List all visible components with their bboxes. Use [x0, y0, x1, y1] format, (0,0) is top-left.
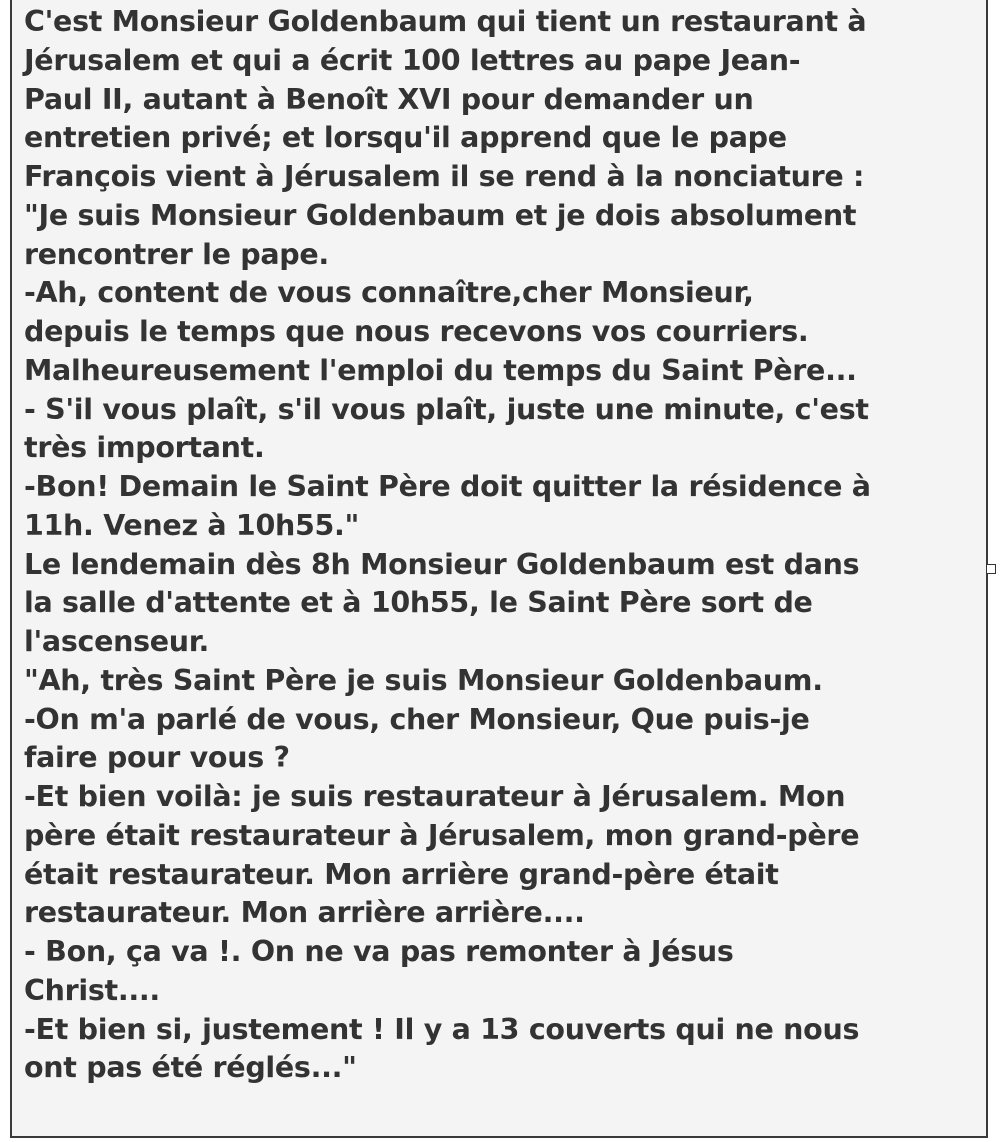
text-line: était restaurateur. Mon arrière grand-père était [24, 857, 779, 891]
text-line: Le lendemain dès 8h Monsieur Goldenbaum est dans [24, 547, 860, 581]
text-line: 11h. Venez à 10h55." [24, 508, 360, 542]
text-line: Paul II, autant à Benoît XVI pour demander un [24, 82, 754, 116]
text-line: la salle d'attente et à 10h55, le Saint Père sort de [24, 586, 813, 620]
text-line: ont pas été réglés..." [24, 1051, 357, 1085]
text-line: C'est Monsieur Goldenbaum qui tient un restaurant à [24, 5, 867, 38]
text-line: restaurateur. Mon arrière arrière.... [24, 896, 585, 930]
text-line: - S'il vous plaît, s'il vous plaît, juste une minute, c'est [24, 392, 869, 426]
text-line: faire pour vous ? [24, 741, 290, 775]
text-line: -Et bien si, justement ! Il y a 13 couverts qui ne nous [24, 1012, 860, 1046]
text-line: Christ.... [24, 973, 160, 1007]
text-line: "Ah, très Saint Père je suis Monsieur Goldenbaum. [24, 663, 823, 697]
text-line: -Ah, content de vous connaître,cher Monsieur, [24, 276, 754, 310]
text-line: -Bon! Demain le Saint Père doit quitter la résidence à [24, 470, 871, 503]
text-line: entretien privé; et lorsqu'il apprend que le pape [24, 121, 787, 155]
text-line: Jérusalem et qui a écrit 100 lettres au pape Jean- [24, 43, 801, 77]
text-line: très important. [24, 431, 265, 465]
text-line: rencontrer le pape. [24, 237, 329, 271]
text-line: l'ascenseur. [24, 625, 210, 658]
text-line: depuis le temps que nous recevons vos courriers. [24, 315, 809, 348]
text-line: -Et bien voilà: je suis restaurateur à Jérusalem. Mon [24, 780, 846, 813]
joke-text-block [24, 3, 974, 1088]
text-line: "Je suis Monsieur Goldenbaum et je dois absolument [24, 198, 857, 232]
resize-handle[interactable] [986, 564, 996, 574]
text-line: père était restaurateur à Jérusalem, mon grand-père [24, 818, 860, 852]
text-line: -On m'a parlé de vous, cher Monsieur, Que puis-je [24, 702, 810, 736]
text-line: - Bon, ça va !. On ne va pas remonter à Jésus [24, 935, 734, 968]
text-line: François vient à Jérusalem il se rend à la nonciature : [24, 160, 865, 193]
text-line: Malheureusement l'emploi du temps du Saint Père... [24, 353, 857, 387]
